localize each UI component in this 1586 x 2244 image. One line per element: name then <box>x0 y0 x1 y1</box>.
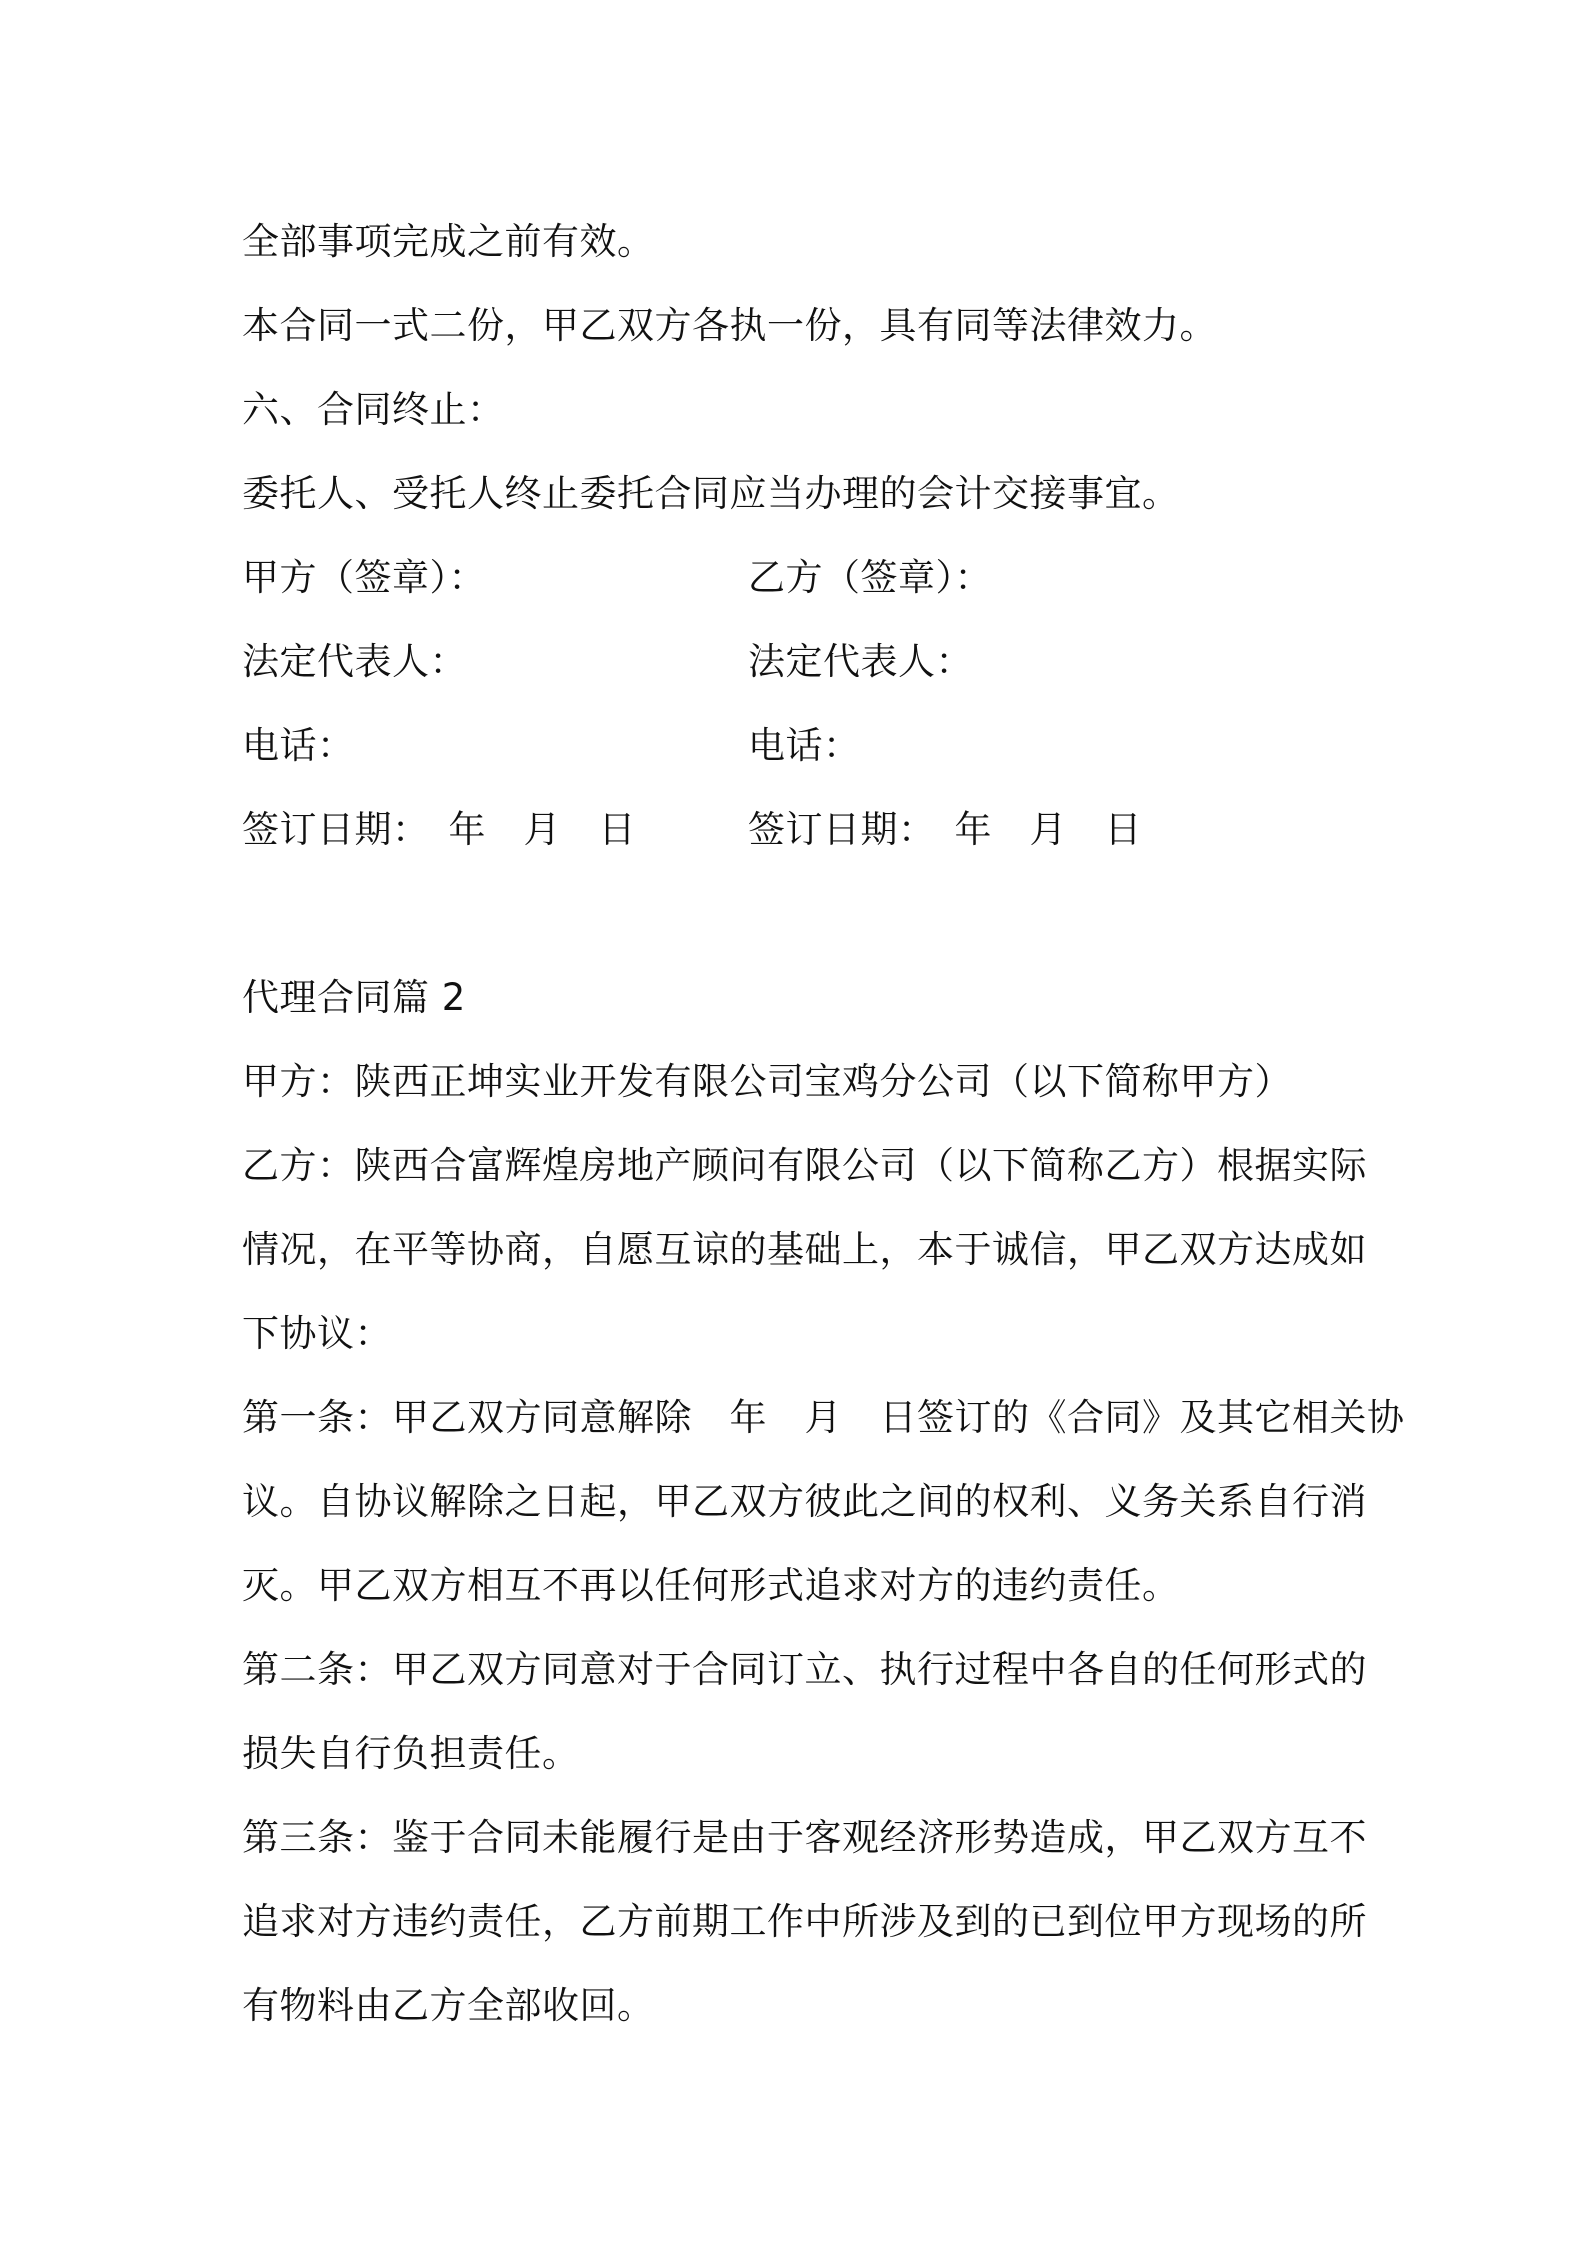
party-a-representative-label: 法定代表人： <box>242 640 467 683</box>
section-title: 代理合同篇 2 <box>242 976 466 1019</box>
section-gap <box>242 872 1362 956</box>
signature-row-date <box>242 788 1362 872</box>
signature-row-representative <box>242 620 1362 704</box>
party-a-phone-label: 电话： <box>242 724 355 767</box>
signature-row-seal <box>242 536 1362 620</box>
party-a-date-label: 签订日期： 年 月 日 <box>242 808 636 851</box>
party-a-seal-label: 甲方（签章）： <box>242 556 486 599</box>
document-body <box>242 200 1405 2048</box>
article-2-line-1: 第二条：甲乙双方同意对于合同订立、执行过程中各自的任何形式的 <box>242 1648 1367 1691</box>
paragraph-termination: 委托人、受托人终止委托合同应当办理的会计交接事宜。 <box>242 472 1180 515</box>
signature-row-phone <box>242 704 1362 788</box>
party-b-line-3: 下协议： <box>242 1312 392 1355</box>
party-b-phone-label: 电话： <box>748 724 861 767</box>
article-1-line-2: 议。自协议解除之日起，甲乙双方彼此之间的权利、义务关系自行消 <box>242 1480 1367 1523</box>
paragraph-copies: 本合同一式二份，甲乙双方各执一份，具有同等法律效力。 <box>242 304 1217 347</box>
heading-termination: 六、合同终止： <box>242 388 505 431</box>
article-3-line-1: 第三条：鉴于合同未能履行是由于客观经济形势造成，甲乙双方互不 <box>242 1816 1367 1859</box>
party-b-seal-label: 乙方（签章）： <box>748 556 992 599</box>
article-2-line-2: 损失自行负担责任。 <box>242 1732 580 1775</box>
article-1-line-1: 第一条：甲乙双方同意解除 年 月 日签订的《合同》及其它相关协 <box>242 1396 1405 1439</box>
article-1-line-3: 灭。甲乙双方相互不再以任何形式追求对方的违约责任。 <box>242 1564 1180 1607</box>
article-3-line-3: 有物料由乙方全部收回。 <box>242 1984 655 2027</box>
article-3-line-2: 追求对方违约责任，乙方前期工作中所涉及到的已到位甲方现场的所 <box>242 1900 1367 1943</box>
party-b-representative-label: 法定代表人： <box>748 640 973 683</box>
party-b-date-label: 签订日期： 年 月 日 <box>748 808 1142 851</box>
party-b-line-2: 情况，在平等协商，自愿互谅的基础上，本于诚信，甲乙双方达成如 <box>242 1228 1367 1271</box>
paragraph-validity: 全部事项完成之前有效。 <box>242 220 655 263</box>
party-b-line-1: 乙方：陕西合富辉煌房地产顾问有限公司（以下简称乙方）根据实际 <box>242 1144 1367 1187</box>
party-a-line: 甲方：陕西正坤实业开发有限公司宝鸡分公司（以下简称甲方） <box>242 1060 1292 1103</box>
